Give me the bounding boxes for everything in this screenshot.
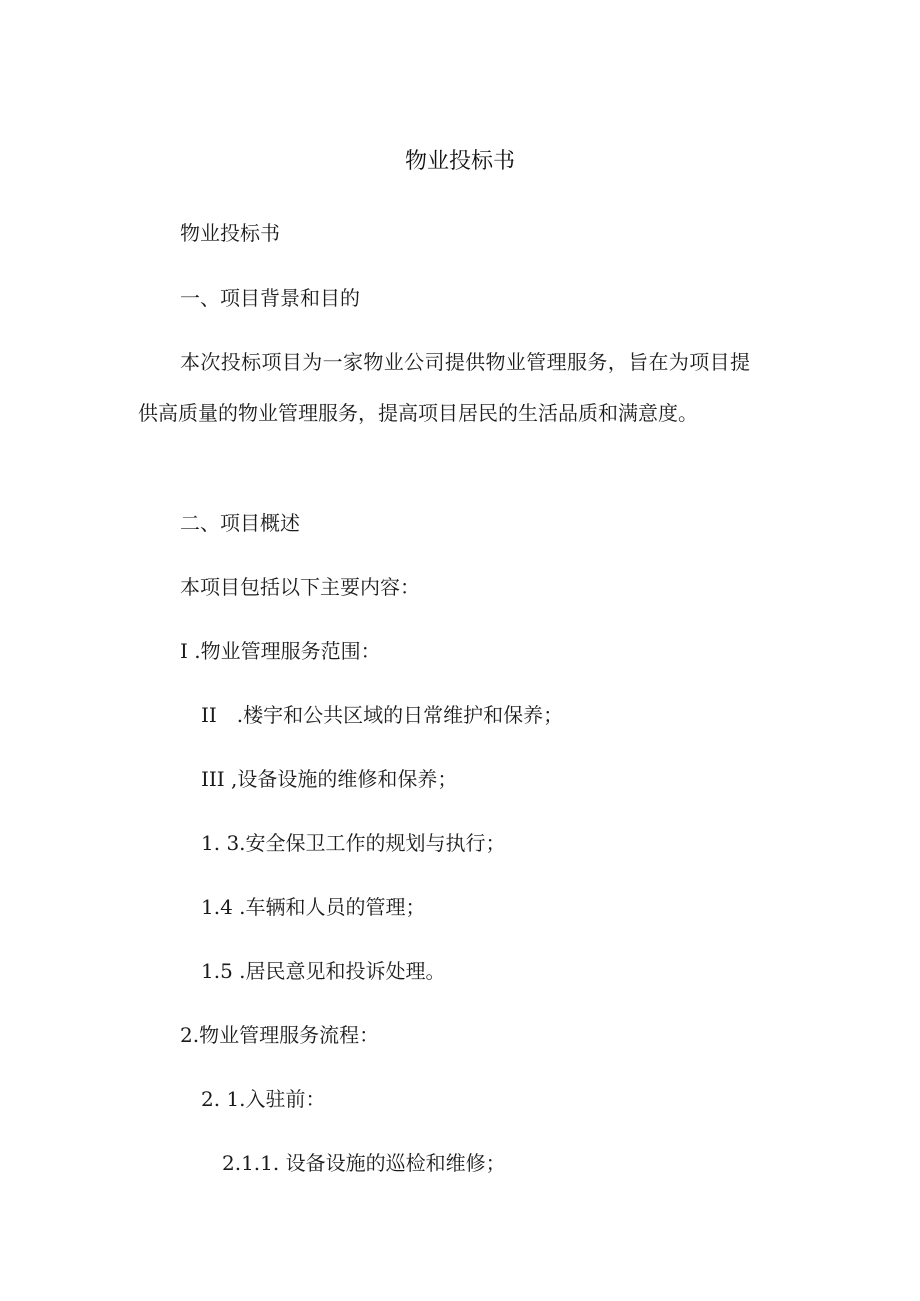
list-item-1-2: III ,设备设施的维修和保养； bbox=[201, 767, 458, 791]
list-item-2: 2.物业管理服务流程： bbox=[180, 1023, 380, 1047]
document-title: 物业投标书 bbox=[404, 149, 515, 174]
section-heading-overview: 二、项目概述 bbox=[180, 511, 300, 535]
document-subtitle: 物业投标书 bbox=[180, 221, 280, 245]
overview-intro: 本项目包括以下主要内容： bbox=[180, 575, 420, 599]
list-item-1-4: 1.4 .车辆和人员的管理； bbox=[201, 895, 426, 919]
list-item-1-1: II .楼宇和公共区域的日常维护和保养； bbox=[201, 703, 564, 727]
list-item-2-1: 2. 1.入驻前： bbox=[201, 1087, 326, 1111]
list-item-1-5: 1.5 .居民意见和投诉处理。 bbox=[201, 959, 446, 983]
paragraph-background: 本次投标项目为一家物业公司提供物业管理服务，旨在为项目提供高质量的物业管理服务，提高项目居民的生活品质和满意度。 bbox=[138, 350, 750, 425]
section-heading-background: 一、项目背景和目的 bbox=[180, 286, 360, 310]
list-item-1-3: 1. 3.安全保卫工作的规划与执行； bbox=[201, 831, 506, 855]
list-item-1: I .物业管理服务范围： bbox=[180, 639, 381, 663]
list-item-2-1-1: 2.1.1. 设备设施的巡检和维修； bbox=[222, 1151, 506, 1175]
